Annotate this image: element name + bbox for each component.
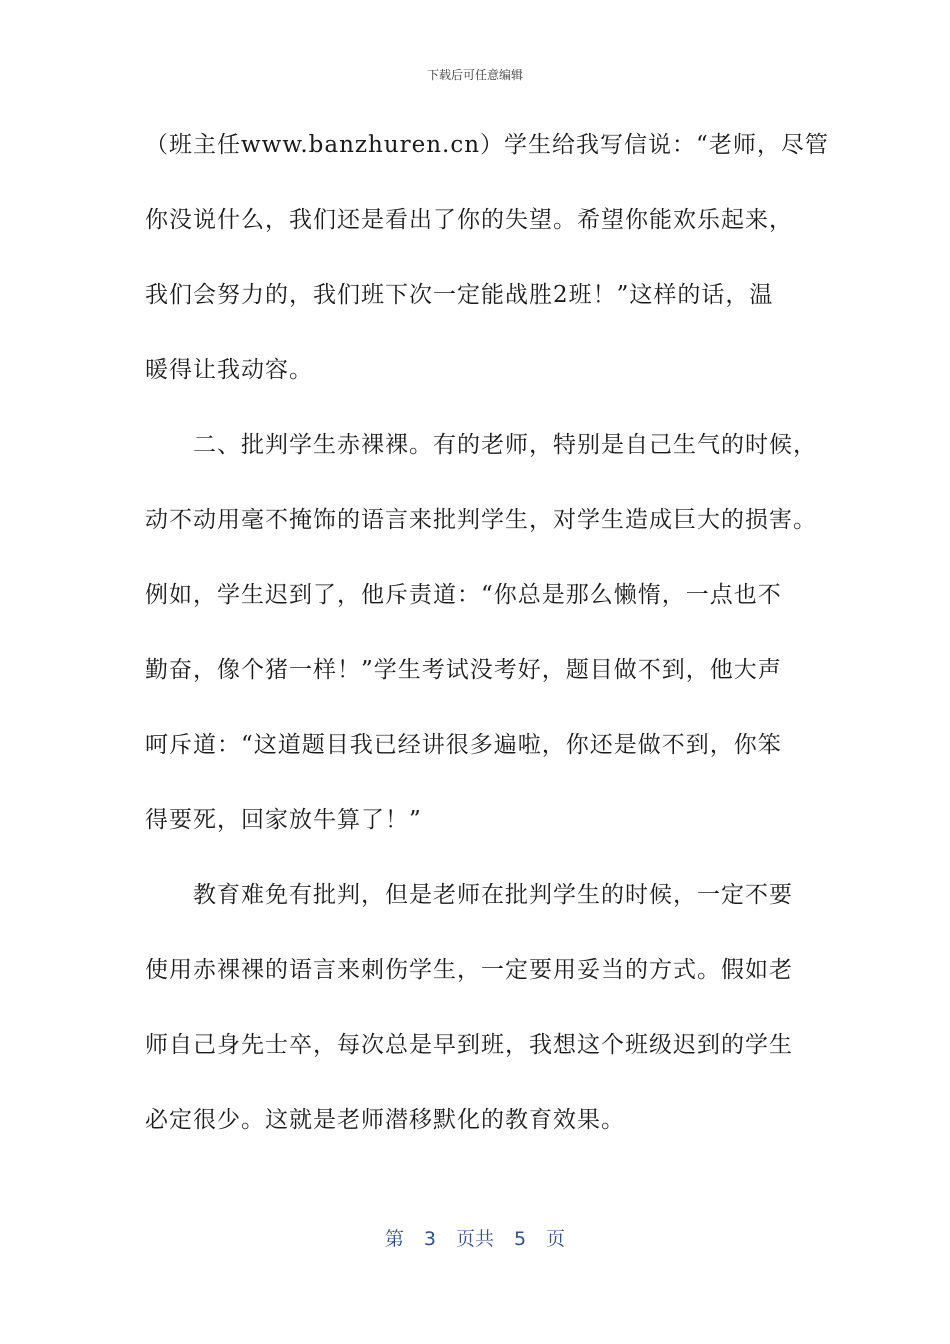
paragraph [145, 870, 810, 1170]
text-line: 我们会努力的，我们班下次一定能战胜2班！”这样的话，温 [145, 282, 774, 308]
text-line: 师自己身先士卒，每次总是早到班，我想这个班级迟到的学生 [145, 1032, 793, 1058]
text-line: 动不动用毫不掩饰的语言来批判学生，对学生造成巨大的损害。 [145, 507, 817, 533]
text-line: 暖得让我动容。 [145, 357, 313, 383]
text-line: 使用赤裸裸的语言来刺伤学生，一定要用妥当的方式。假如老 [145, 957, 793, 983]
text-line: 必定很少。这就是老师潜移默化的教育效果。 [145, 1107, 625, 1133]
footer-prefix: 第 [384, 1228, 404, 1250]
footer-suffix: 页 [546, 1228, 566, 1250]
page-footer [0, 1224, 950, 1251]
page-header: 下载后可任意编辑 [426, 68, 523, 82]
paragraph [145, 120, 829, 420]
text-line: 二、批判学生赤裸裸。有的老师，特别是自己生气的时候， [193, 432, 817, 458]
total-page-number: 5 [514, 1228, 527, 1250]
text-line: 例如，学生迟到了，他斥责道：“你总是那么懒惰，一点也不 [145, 582, 782, 608]
current-page-number: 3 [423, 1228, 436, 1250]
text-line: 呵斥道：“这道题目我已经讲很多遍啦，你还是做不到，你笨 [145, 732, 782, 758]
document-body [145, 120, 829, 1170]
text-line: 教育难免有批判，但是老师在批判学生的时候，一定不要 [193, 882, 793, 908]
text-line: （班主任www.banzhuren.cn）学生给我写信说：“老师，尽管 [145, 132, 829, 158]
paragraph [145, 420, 817, 870]
text-line: 你没说什么，我们还是看出了你的失望。希望你能欢乐起来， [145, 207, 793, 233]
text-line: 得要死，回家放牛算了！” [145, 807, 422, 833]
footer-middle: 页共 [455, 1228, 494, 1250]
text-line: 勤奋，像个猪一样！”学生考试没考好，题目做不到，他大声 [145, 657, 782, 683]
